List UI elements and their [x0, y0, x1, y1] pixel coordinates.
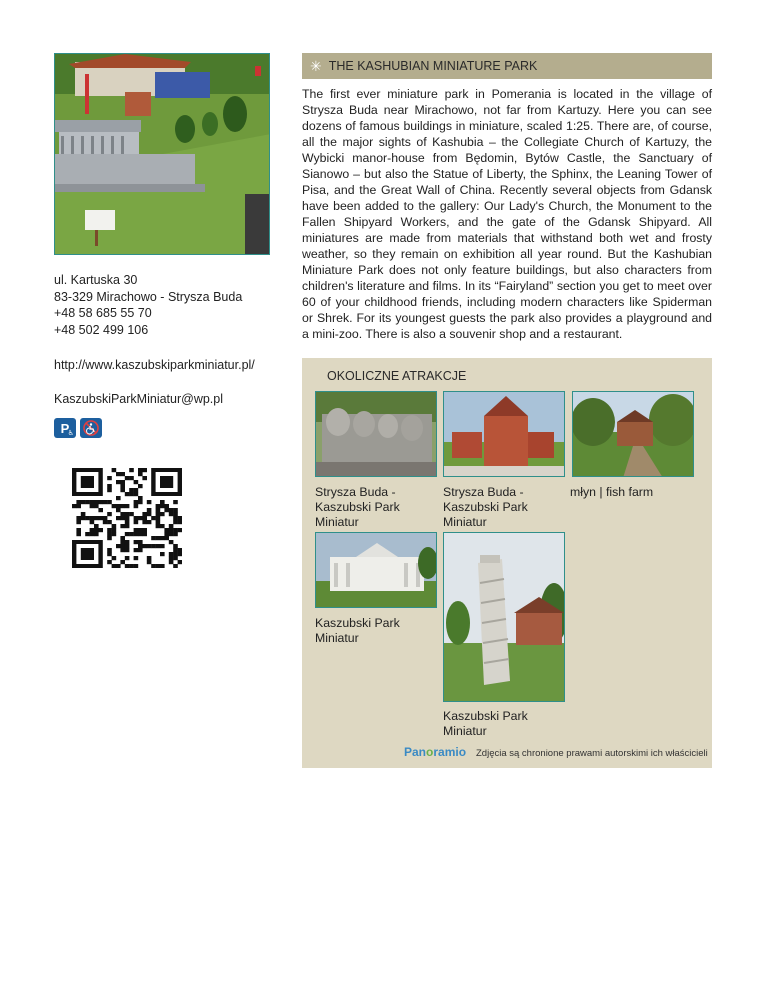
- photo-thumbnail[interactable]: [443, 391, 565, 477]
- photo-credit: Zdjęcia są chronione prawami autorskimi ich właścicieli: [476, 748, 708, 759]
- article-body: The first ever miniature park in Pomerania is located in the village of Strysza Buda near Mirachowo, not far from Kartuzy. Here you can see dozens of famous buildings in miniature, scaled 1:25. There are, of course, all the major sights of Kashubia – the Collegiate Church of Kartuzy, the Wybicki manor-house from Będomin, Bytów Castle, the Sanctuary of Sianowo – but also the Statue of Liberty, the Sphinx, the Leaning Tower of Pisa, and the Great Wall of China. Recently several objects from Gdansk have been added to the gallery: Our Lady's Church, the Monument to the Fallen Shipyard Workers, and the gate of the Gdansk Shipyard. All miniatures are made from materials that withstand both wet and frosty weather, so they remain on exhibition all year round. But the Kashubian Miniature Park does not only feature buildings, but also characters from children's literature and films. In its “Fairyland” section you get to meet over 60 of your childhood friends, including modern characters like Spiderman or Shrek. For its youngest guests the park also provides a playground and a mini-zoo. There is also a souvenir shop and a restaurant.: [302, 87, 712, 341]
- nearby-title: OKOLICZNE ATRAKCJE: [327, 369, 467, 383]
- qr-code: [72, 468, 182, 568]
- star-icon: ✳: [310, 57, 322, 74]
- photo-caption: Strysza Buda - Kaszubski Park Miniatur: [443, 485, 528, 529]
- panoramio-logo[interactable]: Panoramio: [404, 745, 467, 759]
- photo-thumbnail[interactable]: [315, 391, 437, 477]
- address-line: 83-329 Mirachowo - Strysza Buda: [54, 289, 243, 304]
- parking-icon: P ♿: [54, 418, 76, 438]
- article-title: THE KASHUBIAN MINIATURE PARK: [328, 59, 538, 73]
- phone-line: +48 58 685 55 70: [54, 306, 152, 320]
- address-block: [54, 272, 242, 338]
- photo-caption: Strysza Buda - Kaszubski Park Miniatur: [315, 485, 400, 529]
- wheelchair-accessible-icon: [80, 418, 102, 438]
- email-link[interactable]: KaszubskiParkMiniatur@wp.pl: [54, 392, 224, 406]
- photo-caption: Kaszubski Park Miniatur: [315, 616, 400, 645]
- address-line: ul. Kartuska 30: [54, 273, 138, 287]
- photo-thumbnail[interactable]: [443, 532, 565, 702]
- phone-line: +48 502 499 106: [54, 322, 149, 337]
- photo-caption: Kaszubski Park Miniatur: [443, 709, 528, 738]
- photo-thumbnail[interactable]: [315, 532, 437, 608]
- nearby-attractions: [302, 358, 712, 768]
- photo-caption: młyn | fish farm: [570, 485, 654, 499]
- photo-thumbnail[interactable]: [572, 391, 694, 477]
- website-link[interactable]: http://www.kaszubskiparkminiatur.pl/: [54, 358, 255, 372]
- article-title-bar: [302, 53, 712, 79]
- amenity-icons: [54, 418, 102, 438]
- main-photo: [54, 53, 270, 255]
